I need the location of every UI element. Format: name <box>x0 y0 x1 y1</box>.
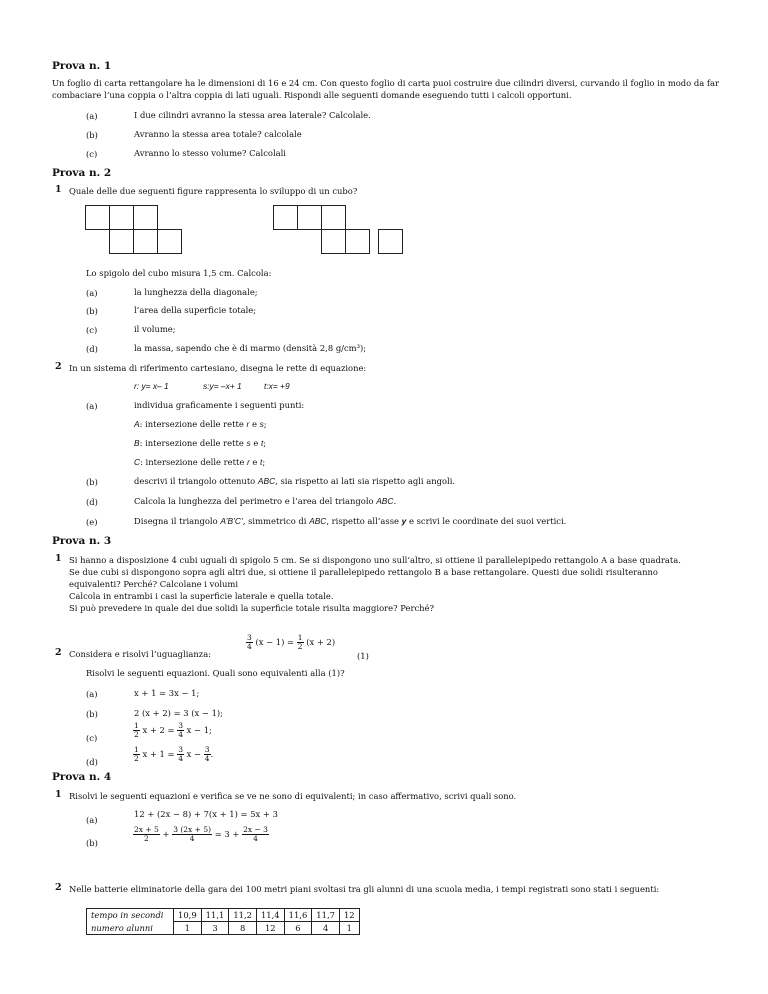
item-text: individua graficamente i seguenti punti: <box>134 400 305 410</box>
table-cell: 4 <box>312 922 340 935</box>
question-text: Quale delle due seguenti figure rappresenta lo sviluppo di un cubo? <box>69 186 358 196</box>
item-label: (a) <box>86 401 98 411</box>
table-row <box>87 909 360 922</box>
question-line: Si può prevedere in quale dei due solidi la superficie totale risulta maggiore? Perché? <box>69 603 434 613</box>
prova-1-intro-line-1: Un foglio di carta rettangolare ha le dimensioni di 16 e 24 cm. Con questo foglio di carta puoi costruire due cilindri diversi, curvando il foglio in modo da far <box>52 78 719 88</box>
item-text: il volume; <box>134 324 176 334</box>
question-line: Si hanno a disposizione 4 cubi uguali di spigolo 5 cm. Se si dispongono uno sull’altro, si ottiene il parallelepipedo rettangolo A a base quadrata. <box>69 555 681 565</box>
section-title-prova-2: Prova n. 2 <box>52 167 112 179</box>
section-title-prova-3: Prova n. 3 <box>52 535 112 547</box>
item-label: (b) <box>86 477 98 487</box>
point-c-line: C: intersezione delle rette r e t; <box>134 457 266 467</box>
question-number: 1 <box>55 789 62 800</box>
question-line: Se due cubi si dispongono sopra agli altri due, si ottiene il parallelepipedo rettangolo B a base rettangolare. Questi due solidi risulteranno <box>69 567 658 577</box>
equation-4a: 12 + (2x − 8) + 7(x + 1) = 5x + 3 <box>134 809 278 819</box>
item-text: Calcola la lunghezza del perimetro e l’area del triangolo ABC. <box>134 496 397 506</box>
item-label: (e) <box>86 517 98 527</box>
item-label: (b) <box>86 130 98 140</box>
item-label: (a) <box>86 689 98 699</box>
item-text: la lunghezza della diagonale; <box>134 287 258 297</box>
table-cell: 8 <box>229 922 257 935</box>
table-cell: 12 <box>256 922 284 935</box>
table-cell: 1 <box>339 922 359 935</box>
item-text: I due cilindri avranno la stessa area laterale? Calcolale. <box>134 110 371 120</box>
item-label: (b) <box>86 838 98 848</box>
item-text: la massa, sapendo che è di marmo (densità 2,8 g/cm³); <box>134 343 367 353</box>
table-row-label: numero alunni <box>87 922 174 935</box>
equation-s: s:y= –x+ 1 <box>203 381 242 391</box>
item-label: (a) <box>86 111 98 121</box>
item-label: (a) <box>86 288 98 298</box>
table-cell: 12 <box>339 909 359 922</box>
question-text: In un sistema di riferimento cartesiano, disegna le rette di equazione: <box>69 363 367 373</box>
item-label: (c) <box>86 325 98 335</box>
item-label: (d) <box>86 344 98 354</box>
question-line: Calcola in entrambi i casi la superficie laterale e quella totale. <box>69 591 334 601</box>
equation-a: x + 1 = 3x − 1; <box>134 688 200 698</box>
item-text: descrivi il triangolo ottenuto ABC, sia rispetto ai lati sia rispetto agli angoli. <box>134 476 456 486</box>
prova-1-intro-line-2: combaciare l’una coppia o l’altra coppia di lati uguali. Rispondi alle seguenti domande eseguendo tutti i calcoli opportuni. <box>52 90 572 100</box>
question-line: equivalenti? Perché? Calcolane i volumi <box>69 579 239 589</box>
item-label: (b) <box>86 306 98 316</box>
section-title-prova-1: Prova n. 1 <box>52 60 112 72</box>
table-cell: 10,9 <box>174 909 202 922</box>
question-number: 2 <box>55 361 62 372</box>
edge-text: Lo spigolo del cubo misura 1,5 cm. Calcola: <box>86 268 272 278</box>
table-cell: 11,6 <box>284 909 312 922</box>
question-number: 1 <box>55 184 62 195</box>
item-label: (d) <box>86 757 98 767</box>
point-b-line: B: intersezione delle rette s e t; <box>134 438 267 448</box>
question-text: Considera e risolvi l’uguaglianza: <box>69 649 212 659</box>
race-times-table <box>86 908 360 935</box>
item-label: (d) <box>86 497 98 507</box>
table-cell: 11,4 <box>256 909 284 922</box>
equation-4b: $\frac{2x + 5}{2}$ + $\frac{3 (2x + 5)}{4}$ = 3 + $\frac{2x - 3}{4}$ <box>134 825 268 843</box>
question-text: Risolvi le seguenti equazioni e verifica se ve ne sono di equivalenti; in caso affermativo, scrivi quali sono. <box>69 791 517 801</box>
section-title-prova-4: Prova n. 4 <box>52 771 112 783</box>
equation-d: $\frac{1}{2}$ x + 1 = $\frac{3}{4}$ x − $\frac{3}{4}$ . <box>134 745 214 763</box>
item-text: Avranno la stessa area totale? calcolale <box>134 129 302 139</box>
equation-c: $\frac{1}{2}$ x + 2 = $\frac{3}{4}$ x − 1; <box>134 721 212 739</box>
item-label: (b) <box>86 709 98 719</box>
table-row-label: tempo in secondi <box>87 909 174 922</box>
table-cell: 11,1 <box>201 909 229 922</box>
table-cell: 6 <box>284 922 312 935</box>
equation-b: 2 (x + 2) = 3 (x − 1); <box>134 708 224 718</box>
item-label: (c) <box>86 149 98 159</box>
equation-1: $\frac{3}{4}$ (x − 1) = $\frac{1}{2}$ (x + 2) <box>247 633 336 651</box>
item-text: Disegna il triangolo A’B’C’, simmetrico di ABC, rispetto all’asse y e scrivi le coordinate dei suoi vertici. <box>134 516 567 526</box>
table-cell: 11,7 <box>312 909 340 922</box>
table-cell: 1 <box>174 922 202 935</box>
item-text: l’area della superficie totale; <box>134 305 257 315</box>
question-number: 2 <box>55 882 62 893</box>
question-number: 2 <box>55 647 62 658</box>
table-row <box>87 922 360 935</box>
item-text: Avranno lo stesso volume? Calcolali <box>134 148 286 158</box>
item-label: (a) <box>86 815 98 825</box>
equation-tag: (1) <box>357 651 369 661</box>
point-a-line: A: intersezione delle rette r e s; <box>134 419 267 429</box>
item-label: (c) <box>86 733 98 743</box>
question-text: Nelle batterie eliminatorie della gara dei 100 metri piani svoltasi tra gli alunni di una scuola media, i tempi registrati sono stati i seguenti: <box>69 884 660 894</box>
equation-r: r: y= x– 1 <box>134 381 169 391</box>
table-cell: 3 <box>201 922 229 935</box>
prompt-text: Risolvi le seguenti equazioni. Quali sono equivalenti alla (1)? <box>86 668 345 678</box>
table-cell: 11,2 <box>229 909 257 922</box>
question-number: 1 <box>55 553 62 564</box>
equation-t: t:x= +9 <box>264 381 290 391</box>
